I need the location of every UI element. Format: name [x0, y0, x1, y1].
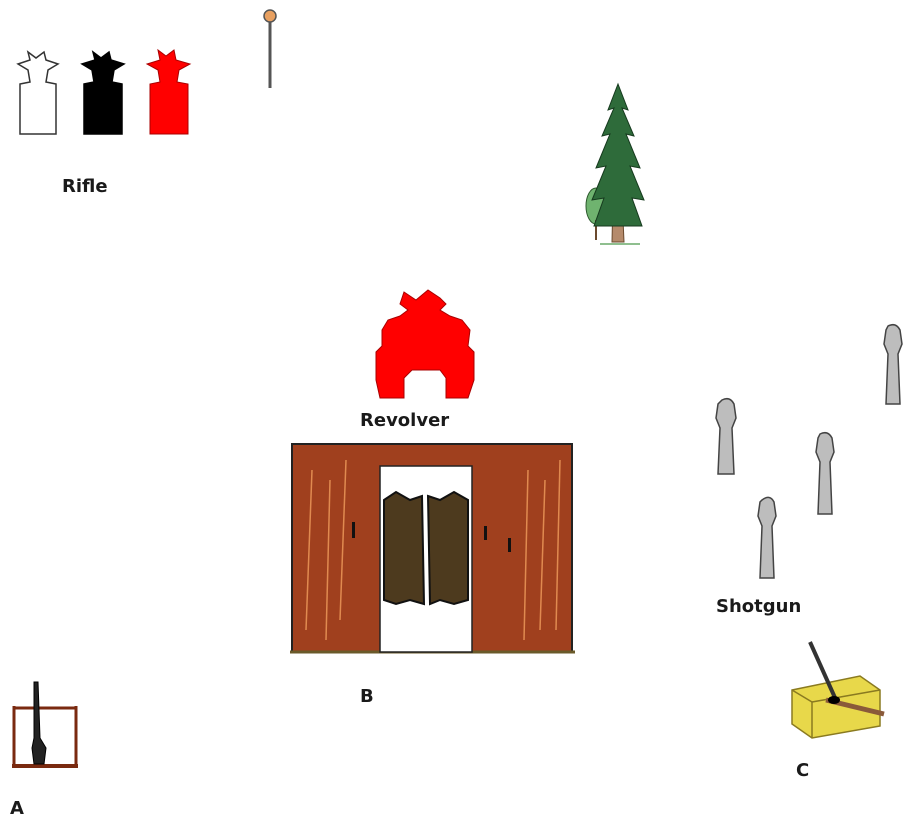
red-cowboy-target-icon [147, 50, 190, 134]
popper-target-icon [716, 325, 902, 578]
pine-tree-icon [586, 84, 644, 244]
saloon-wall-with-doors-icon [290, 444, 575, 652]
white-cowboy-target-icon [18, 52, 58, 134]
position-b-label: B [360, 686, 374, 707]
shotgun-label: Shotgun [716, 596, 802, 617]
red-cowboy-silhouette-icon [376, 290, 474, 398]
black-cowboy-target-icon [82, 52, 124, 134]
revolver-label: Revolver [360, 410, 450, 431]
stake-flag-icon [264, 10, 276, 88]
rifle-label: Rifle [62, 176, 108, 197]
rifle-rack-icon [12, 682, 78, 766]
position-a-label: A [10, 798, 24, 819]
hay-bale-with-shotgun-icon [792, 642, 884, 738]
position-c-label: C [796, 760, 810, 781]
